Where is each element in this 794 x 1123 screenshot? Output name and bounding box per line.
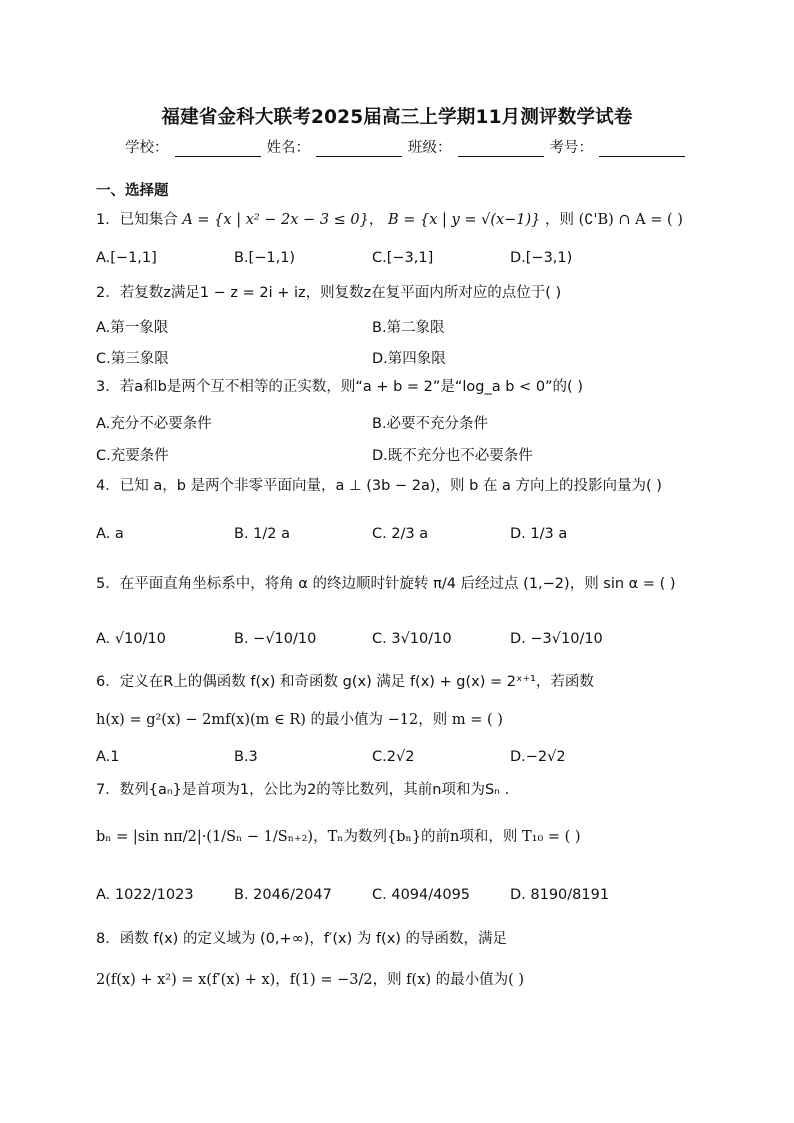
q2-option-a[interactable]: A.第一象限: [96, 320, 169, 336]
q4-option-d[interactable]: D. 1/3 a: [510, 526, 568, 542]
q3-option-a[interactable]: A.充分不必要条件: [96, 416, 212, 432]
q7-option-c[interactable]: C. 4094/4095: [372, 887, 471, 903]
q3-option-d[interactable]: D.既不充分也不必要条件: [372, 448, 533, 464]
q4-option-b[interactable]: B. 1/2 a: [234, 526, 290, 542]
q4-option-c[interactable]: C. 2/3 a: [372, 526, 429, 542]
section-heading: 一、选择题: [96, 183, 169, 199]
school-label: 学校：: [125, 140, 169, 156]
q7-option-a[interactable]: A. 1022/1023: [96, 887, 194, 903]
q1-option-d[interactable]: D.[−3,1): [510, 250, 573, 266]
q7-option-d[interactable]: D. 8190/8191: [510, 887, 610, 903]
question-5: 5．在平面直角坐标系中，将角 α 的终边顺时针旋转 π/4 后经过点 (1,−2)，则 sin α = ( ): [96, 576, 676, 592]
q5-option-a[interactable]: A. √10/10: [96, 631, 166, 647]
q6-option-b[interactable]: B.3: [234, 749, 258, 765]
question-3: 3．若a和b是两个互不相等的正实数，则“a + b = 2”是“log_a b < 0”的( ): [96, 379, 583, 395]
exam-title: 福建省金科大联考2025届高三上学期11月测评数学试卷: [161, 107, 633, 128]
q3-option-b[interactable]: B.必要不充分条件: [372, 416, 489, 432]
question-6-line-2: h(x) = g²(x) − 2mf(x)(m ∈ R) 的最小值为 −12，则 m = ( ): [96, 712, 503, 728]
class-label: 班级：: [408, 140, 452, 156]
name-blank[interactable]: [316, 142, 402, 157]
q5-option-b[interactable]: B. −√10/10: [234, 631, 317, 647]
q4-option-a[interactable]: A. a: [96, 526, 124, 542]
q2-option-b[interactable]: B.第二象限: [372, 320, 445, 336]
q1-sep: ，: [368, 212, 384, 228]
question-8-line-1: 8．函数 f(x) 的定义域为 (0,+∞)，f′(x) 为 f(x) 的导函数，满足: [96, 931, 508, 947]
question-1: [96, 212, 683, 229]
school-blank[interactable]: [175, 142, 261, 157]
q1-option-b[interactable]: B.[−1,1): [234, 250, 296, 266]
student-info-row: [125, 136, 691, 157]
q1-set-b: B = {x | y = √(x−1)}: [387, 212, 541, 228]
number-blank[interactable]: [599, 142, 685, 157]
q2-option-d[interactable]: D.第四象限: [372, 351, 446, 367]
q6-option-c[interactable]: C.2√2: [372, 749, 415, 765]
question-7-line-2: bₙ = |sin nπ/2|·(1/Sₙ − 1/Sₙ₊₂)，Tₙ为数列{bₙ}的前n项和，则 T₁₀ = ( ): [96, 829, 581, 845]
q1-option-a[interactable]: A.[−1,1]: [96, 250, 157, 266]
question-2: 2．若复数z满足1 − z = 2i + iz，则复数z在复平面内所对应的点位于( ): [96, 285, 562, 301]
name-label: 姓名：: [266, 140, 310, 156]
q7-option-b[interactable]: B. 2046/2047: [234, 887, 332, 903]
number-label: 考号：: [549, 140, 593, 156]
q6-option-a[interactable]: A.1: [96, 749, 120, 765]
q1-set-a: A = {x | x² − 2x − 3 ≤ 0}: [182, 212, 369, 228]
question-4: 4．已知 a，b 是两个非零平面向量，a ⊥ (3b − 2a)，则 b 在 a 方向上的投影向量为( ): [96, 478, 662, 494]
q6-option-d[interactable]: D.−2√2: [510, 749, 566, 765]
q2-option-c[interactable]: C.第三象限: [96, 351, 169, 367]
q1-ask: ，则 (∁ꞌB) ∩ A = ( ): [545, 212, 683, 228]
q1-option-c[interactable]: C.[−3,1]: [372, 250, 434, 266]
q5-option-c[interactable]: C. 3√10/10: [372, 631, 452, 647]
q3-option-c[interactable]: C.充要条件: [96, 448, 169, 464]
question-7-line-1: 7．数列{aₙ}是首项为1，公比为2的等比数列，其前n项和为Sₙ .: [96, 782, 510, 798]
class-blank[interactable]: [458, 142, 544, 157]
q5-option-d[interactable]: D. −3√10/10: [510, 631, 603, 647]
question-8-line-2: 2(f(x) + x²) = x(f′(x) + x)，f(1) = −3/2，则 f(x) 的最小值为( ): [96, 972, 525, 988]
question-6-line-1: 6．定义在R上的偶函数 f(x) 和奇函数 g(x) 满足 f(x) + g(x) = 2ˣ⁺¹，若函数: [96, 674, 594, 690]
q1-stem: 1．已知集合: [96, 212, 178, 228]
